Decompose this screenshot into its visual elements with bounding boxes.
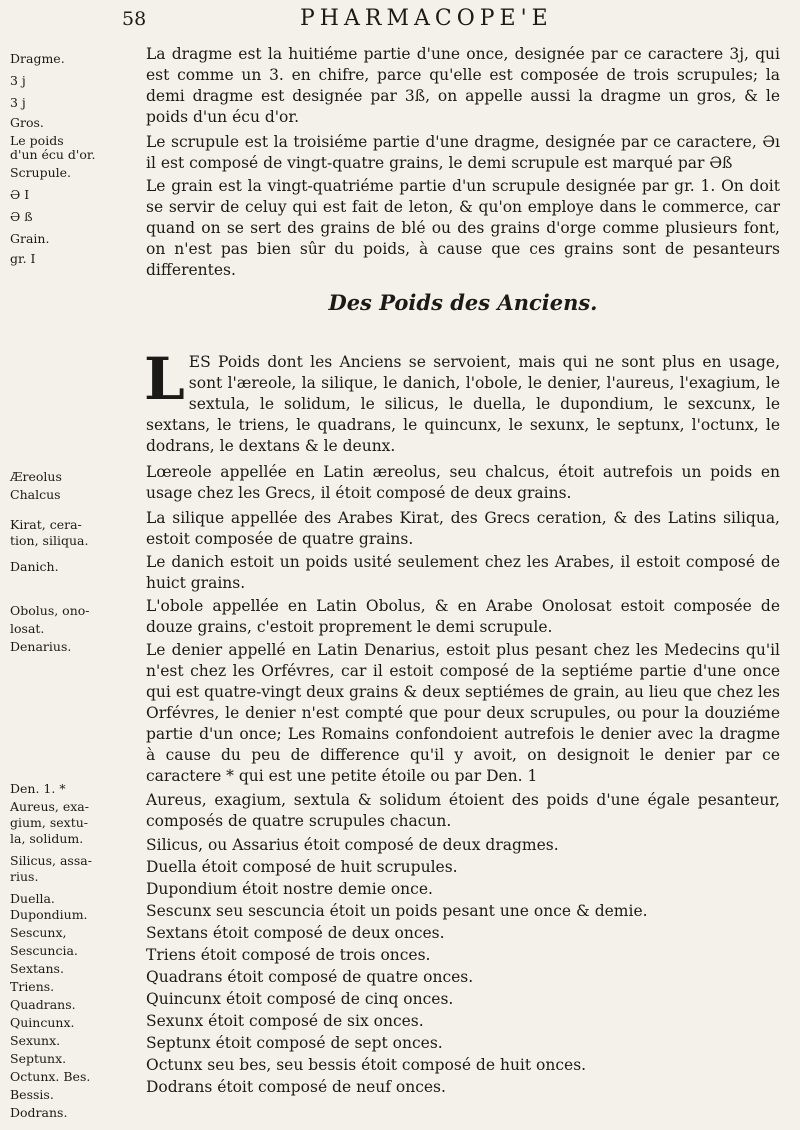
section-title: Des Poids des Anciens.: [328, 290, 598, 315]
margin-note: rius.: [10, 869, 39, 884]
paragraph-danich: Le danich estoit un poids usité seulement chez les Arabes, il estoit composé de huict grains.: [146, 553, 780, 592]
margin-note: Gros.: [10, 115, 44, 130]
margin-note: d'un écu d'or.: [10, 147, 96, 162]
margin-note: Dupondium.: [10, 907, 88, 922]
margin-note: Le poids: [10, 133, 64, 148]
line-quincunx: Quincunx étoit composé de cinq onces.: [146, 990, 454, 1008]
line-silicus: Silicus, ou Assarius étoit composé de deux dragmes.: [146, 836, 559, 854]
paragraph-obole: L'obole appellée en Latin Obolus, & en Arabe Onolosat estoit composée de douze grains, c'estoit proprement le demi scrupule.: [146, 597, 780, 636]
margin-note: Sexunx.: [10, 1033, 61, 1048]
paragraph-poids-anciens-text: ES Poids dont les Anciens se servoient, mais qui ne sont plus en usage, sont l'æreole, la silique, le danich, l'obole, le denier, l'aureus, l'exagium, le sextula, le solidum, le silicus, le duella, le dupondium, le sexcunx, le sextans, le triens, le quadrans, le quincunx, le sexunx, le septunx, l'octunx, le dodrans, le dextans & le deunx.: [146, 353, 780, 455]
drop-cap: L: [144, 345, 185, 413]
margin-note: Octunx. Bes.: [10, 1069, 91, 1084]
margin-note: Aureus, exa-: [10, 799, 89, 814]
running-title: PHARMACOPE'E: [300, 6, 553, 31]
paragraph-aereole: Lœreole appellée en Latin æreolus, seu chalcus, étoit autrefois un poids en usage chez les Grecs, il étoit composé de deux grains.: [146, 463, 780, 502]
margin-note: Bessis.: [10, 1087, 54, 1102]
margin-note: Septunx.: [10, 1051, 67, 1066]
line-sextans: Sextans étoit composé de deux onces.: [146, 924, 445, 942]
margin-note: Ə I: [10, 187, 30, 202]
paragraph-grain: Le grain est la vingt-quatriéme partie d'un scrupule designée par gr. 1. On doit se servir de celuy qui est fait de leton, & qu'on employe dans le commerce, car quand on se sert des grains de blé ou des grains d'orge comme plusieurs font, on n'est pas bien sûr du poids, à cause que ces grains sont de pesanteurs differentes.: [146, 177, 780, 279]
line-triens: Triens étoit composé de trois onces.: [146, 946, 431, 964]
margin-note: Æreolus: [10, 469, 62, 484]
margin-note: Kirat, cera-: [10, 517, 82, 532]
margin-notes: [10, 0, 128, 1130]
paragraph-silique: La silique appellée des Arabes Kirat, des Grecs ceration, & des Latins siliqua, estoit composée de quatre grains.: [146, 509, 780, 548]
margin-note: Silicus, assa-: [10, 853, 92, 868]
margin-note: gium, sextu-: [10, 815, 89, 830]
line-quadrans: Quadrans étoit composé de quatre onces.: [146, 968, 474, 986]
margin-note: 3 j: [10, 73, 26, 88]
margin-note: Dragme.: [10, 51, 65, 66]
paragraph-denier: Le denier appellé en Latin Denarius, estoit plus pesant chez les Medecins qu'il n'est chez les Orfévres, car il estoit composé de la septiéme partie d'une once qui est quatre-vingt deux grains & deux septiémes de grain, au lieu que chez les Orfévres, le denier n'est compté que pour deux scrupules, ou pour la douziéme partie d'un once; Les Romains confondoient autrefois le denier avec la dragme à cause du peu de difference qu'il y avoit, on designoit le denier par ce caractere * qui est une petite étoile ou par Den. 1: [146, 641, 780, 785]
margin-note: Scrupule.: [10, 165, 72, 180]
margin-note: Ə ß: [10, 209, 33, 224]
paragraph-poids-anciens: [144, 345, 780, 457]
line-dodrans: Dodrans étoit composé de neuf onces.: [146, 1078, 446, 1096]
margin-note: Quincunx.: [10, 1015, 75, 1030]
margin-note: Triens.: [10, 979, 55, 994]
margin-note: la, solidum.: [10, 831, 84, 846]
margin-note: Grain.: [10, 231, 50, 246]
line-duella: Duella étoit composé de huit scrupules.: [146, 858, 458, 876]
line-dupondium: Dupondium étoit nostre demie once.: [146, 880, 433, 898]
margin-note: Dodrans.: [10, 1105, 68, 1120]
margin-note: Sescunx,: [10, 925, 67, 940]
margin-note: Chalcus: [10, 487, 61, 502]
line-octunx: Octunx seu bes, seu bessis étoit composé de huit onces.: [146, 1056, 587, 1074]
paragraph-dragme: La dragme est la huitiéme partie d'une once, designée par ce caractere 3j, qui est comme un 3. en chifre, parce qu'elle est composée de trois scrupules; la demi dragme est designée par 3ß, on appelle aussi la dragme un gros, & le poids d'un écu d'or.: [146, 45, 780, 126]
margin-note: losat.: [10, 621, 45, 636]
line-septunx: Septunx étoit composé de sept onces.: [146, 1034, 443, 1052]
margin-note: 3 j: [10, 95, 26, 110]
margin-note: Den. 1. *: [10, 781, 66, 796]
margin-note: Sescuncia.: [10, 943, 78, 958]
margin-note: Duella.: [10, 891, 55, 906]
margin-note: Denarius.: [10, 639, 72, 654]
line-sescunx: Sescunx seu sescuncia étoit un poids pesant une once & demie.: [146, 902, 648, 920]
page-number: 58: [122, 8, 147, 30]
paragraph-aureus: Aureus, exagium, sextula & solidum étoient des poids d'une égale pesanteur, composés de quatre scrupules chacun.: [146, 791, 780, 830]
paragraph-scrupule: Le scrupule est la troisiéme partie d'une dragme, designée par ce caractere, Əı il est composé de vingt-quatre grains, le demi scrupule est marqué par Əß: [146, 133, 780, 172]
main-text: [146, 0, 780, 1130]
margin-note: Obolus, ono-: [10, 603, 90, 618]
margin-note: tion, siliqua.: [10, 533, 89, 548]
margin-note: gr. I: [10, 251, 36, 266]
margin-note: Quadrans.: [10, 997, 76, 1012]
margin-note: Sextans.: [10, 961, 64, 976]
line-sexunx: Sexunx étoit composé de six onces.: [146, 1012, 424, 1030]
margin-note: Danich.: [10, 559, 59, 574]
